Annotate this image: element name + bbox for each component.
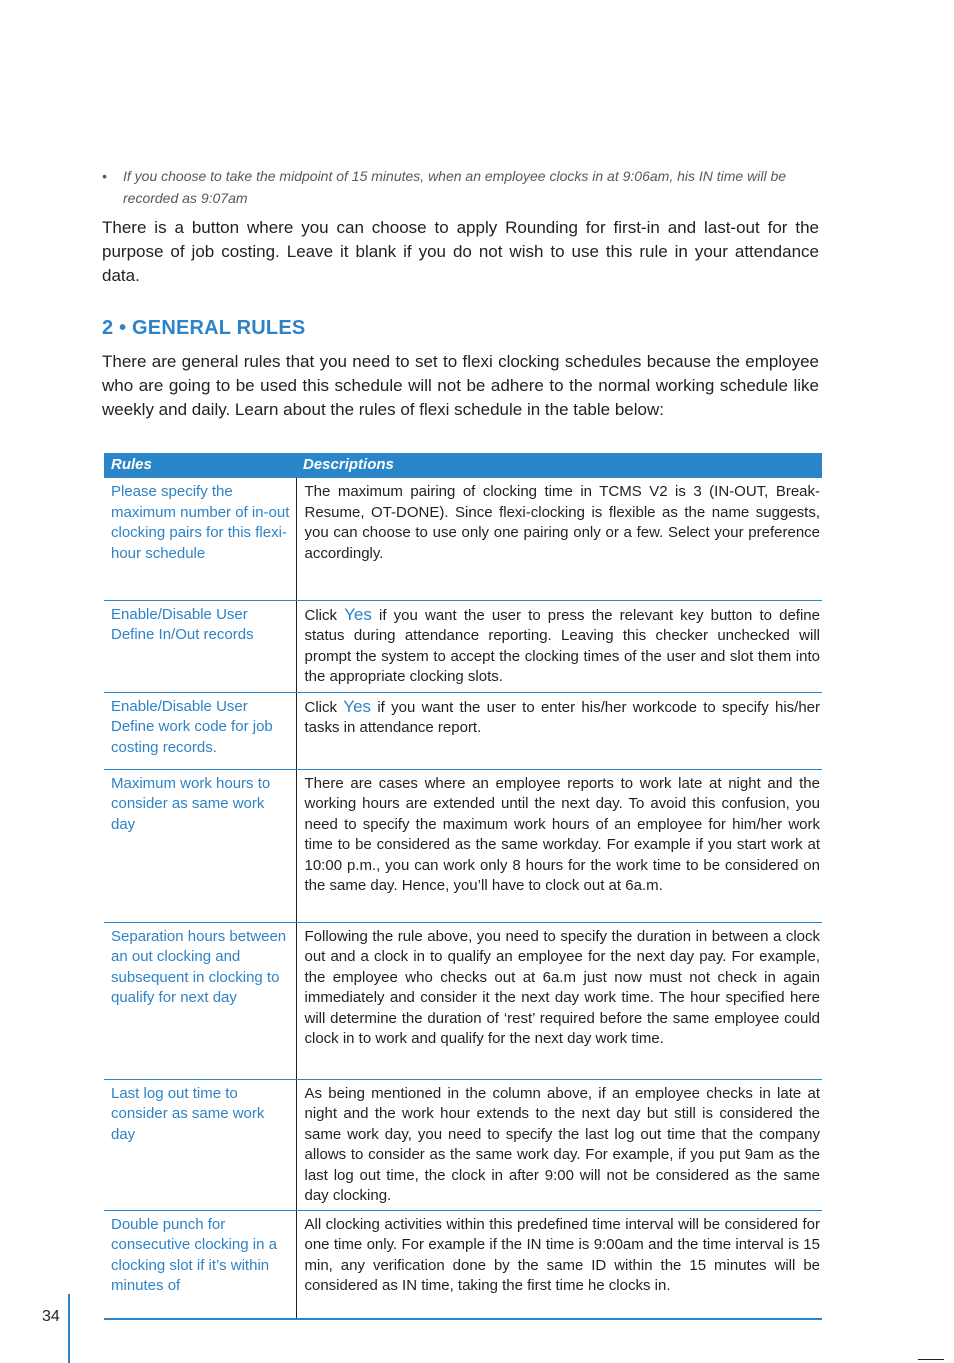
rule-cell: Last log out time to consider as same work day [104, 1079, 296, 1210]
table-row [104, 692, 822, 769]
description-cell: There are cases where an employee reports to work late at night and the working hours are extended until the next day. To avoid this confusion, you need to specify the maximum work hours of an employee for him/her work time to be considered as the same workday. For example if you start work at 10:00 p.m., you can work only 8 hours for the work time to be considered on the same day. Hence, you’ll have to clock out at 6a.m. [296, 769, 822, 922]
footer-divider [68, 1294, 70, 1363]
page-number: 34 [42, 1308, 60, 1325]
desc-text: Click [304, 606, 345, 624]
table-row [104, 769, 822, 922]
header-descriptions: Descriptions [296, 453, 822, 478]
intro-paragraph: There is a button where you can choose to apply Rounding for first-in and last-out for the purpose of job costing. Leave it blank if you do not wish to use this rule in your attendance data. [102, 218, 819, 285]
rule-cell: Enable/Disable User Define work code for job costing records. [104, 692, 296, 769]
description-cell: All clocking activities within this predefined time interval will be considered for one time only. For example if the IN time is 9:00am and the time interval is 15 min, any verification done by the same ID within the 15 minutes will be considered as IN time, taking the first time he clocks in. [296, 1210, 822, 1319]
desc-text: if you want the user to press the relevant key button to define status during attendance reporting. Leaving this checker unchecked will prompt the system to accept the clocking times of the user and slot them into the appropriate clocking slots. [304, 606, 820, 685]
section-paragraph: There are general rules that you need to set to flexi clocking schedules because the employee who are going to be used this schedule will not be adhere to the normal working schedule like weekly and daily. Learn about the rules of flexi schedule in the table below: [102, 352, 819, 419]
rule-cell: Please specify the maximum number of in-out clocking pairs for this flexi-hour schedule [104, 478, 296, 600]
table-row [104, 600, 822, 692]
description-cell: The maximum pairing of clocking time in TCMS V2 is 3 (IN-OUT, Break-Resume, OT-DONE). Since flexi-clocking is flexible as the name suggests, you can choose to use only one pairing only or a few. Select your preference accordingly. [296, 478, 822, 600]
description-cell: Following the rule above, you need to specify the duration in between a clock out and a clock in to qualify an employee for the next day pay. For example, the employee who checks out at 6a.m just now must not check in again immediately and consider it the next day work time. The hour specified here will determine the duration of ‘rest’ required before the same employee could clock in to work and qualify for the next day work time. [296, 922, 822, 1079]
bullet-marker: • [102, 168, 107, 184]
description-cell [296, 692, 822, 769]
rule-cell: Separation hours between an out clocking and subsequent in clocking to qualify for next day [104, 922, 296, 1079]
table-row [104, 922, 822, 1079]
yes-option-label: Yes [344, 604, 372, 624]
desc-text: Click [304, 698, 344, 716]
description-cell: As being mentioned in the column above, if an employee checks in late at night and the work hour extends to the next day but still is considered the same work day, you need to specify the last log out time that the company allows to consider as the same work day. For example, if you put 9am as the last log out time, the clock in after 9:00 will not be considered as the same day clocking. [296, 1079, 822, 1210]
desc-text: if you want the user to enter his/her workcode to specify his/her tasks in attendance report. [304, 698, 821, 736]
corner-mark [918, 1359, 944, 1360]
table-row [104, 1210, 822, 1319]
table-header-row [104, 453, 822, 478]
header-rules: Rules [104, 453, 296, 478]
bullet-note [102, 165, 820, 209]
rule-cell: Double punch for consecutive clocking in a clocking slot if it’s within minutes of [104, 1210, 296, 1319]
rule-cell: Enable/Disable User Define In/Out records [104, 600, 296, 692]
rule-cell: Maximum work hours to consider as same work day [104, 769, 296, 922]
description-cell [296, 600, 822, 692]
table-row [104, 478, 822, 600]
rules-table [104, 453, 822, 1320]
bullet-text: If you choose to take the midpoint of 15 minutes, when an employee clocks in at 9:06am, his IN time will be recorded as 9:07am [123, 168, 787, 206]
table-row [104, 1079, 822, 1210]
yes-option-label: Yes [343, 696, 372, 716]
section-heading: 2 • GENERAL RULES [102, 317, 306, 339]
